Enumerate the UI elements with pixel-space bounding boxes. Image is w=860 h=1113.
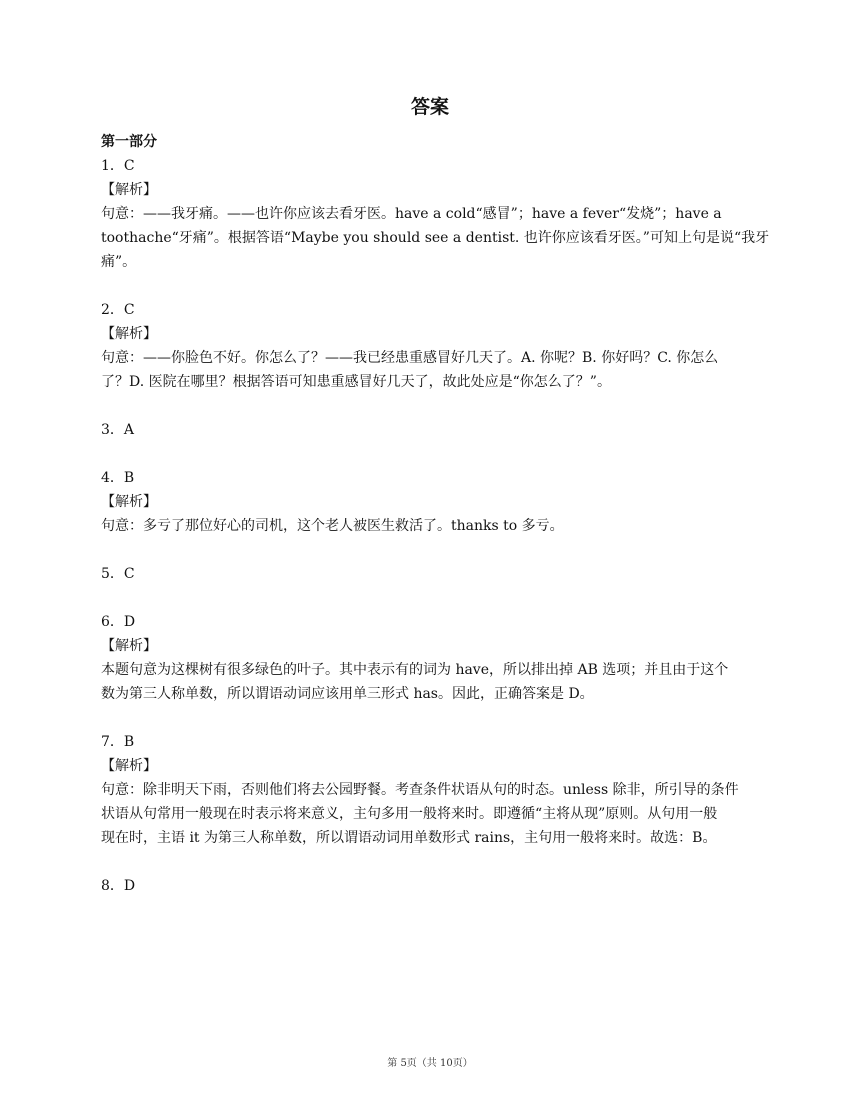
analysis-label: 【解析】: [101, 758, 157, 774]
answer-list: [101, 154, 781, 898]
item-spacer: [101, 850, 781, 874]
answer-item: [101, 730, 781, 850]
analysis-text-line: 本题句意为这棵树有很多绿色的叶子。其中表示有的词为 have，所以排出掉 AB 选项；并且由于这个: [101, 662, 729, 678]
analysis-text-line: 句意：多亏了那位好心的司机，这个老人被医生救活了。thanks to 多亏。: [101, 518, 564, 534]
answer-item: [101, 298, 781, 394]
answer-item: [101, 874, 781, 898]
item-spacer: [101, 538, 781, 562]
analysis-label: 【解析】: [101, 494, 157, 510]
analysis-text-line: 句意：除非明天下雨，否则他们将去公园野餐。考查条件状语从句的时态。unless 除非，所引导的条件: [101, 782, 739, 798]
answer-item: [101, 562, 781, 586]
page-footer: 第 5页（共 10页）: [387, 1058, 473, 1069]
answer-number: 2．C: [101, 302, 135, 318]
analysis-text-line: 现在时，主语 it 为第三人称单数，所以谓语动词用单数形式 rains，主句用一般将来时。故选：B。: [101, 830, 717, 846]
analysis-text-line: toothache“牙痛”。根据答语“Maybe you should see a dentist. 也许你应该看牙医。”可知上句是说“我牙痛”。: [101, 230, 770, 270]
analysis-text-line: 数为第三人称单数，所以谓语动词应该用单三形式 has。因此，正确答案是 D。: [101, 686, 594, 702]
answer-number: 5．C: [101, 566, 135, 582]
answer-number: 6．D: [101, 614, 136, 630]
answer-number: 4．B: [101, 470, 135, 486]
answer-number: 7．B: [101, 734, 135, 750]
answer-item: [101, 466, 781, 538]
analysis-text-line: 句意：——你脸色不好。你怎么了？——我已经患重感冒好几天了。A. 你呢？B. 你好吗？C. 你怎么: [101, 350, 719, 366]
item-spacer: [101, 274, 781, 298]
item-spacer: [101, 706, 781, 730]
item-spacer: [101, 394, 781, 418]
answer-item: [101, 610, 781, 706]
item-spacer: [101, 442, 781, 466]
analysis-label: 【解析】: [101, 182, 157, 198]
analysis-label: 【解析】: [101, 638, 157, 654]
answer-item: [101, 154, 781, 274]
answer-number: 3．A: [101, 422, 135, 438]
section-title: 第一部分: [101, 134, 157, 150]
answer-number: 1．C: [101, 158, 135, 174]
item-spacer: [101, 586, 781, 610]
answer-content: [101, 130, 781, 898]
analysis-text-line: 了？D. 医院在哪里？根据答语可知患重感冒好几天了，故此处应是“你怎么了？”。: [101, 374, 611, 390]
answer-item: [101, 418, 781, 442]
analysis-text-line: 句意：——我牙痛。——也许你应该去看牙医。have a cold“感冒”；have a fever“发烧”；have a: [101, 206, 722, 222]
analysis-label: 【解析】: [101, 326, 157, 342]
answer-number: 8．D: [101, 878, 136, 894]
analysis-text-line: 状语从句常用一般现在时表示将来意义，主句多用一般将来时。即遵循“主将从现”原则。从句用一般: [101, 806, 718, 822]
page-title: 答案: [410, 96, 449, 118]
